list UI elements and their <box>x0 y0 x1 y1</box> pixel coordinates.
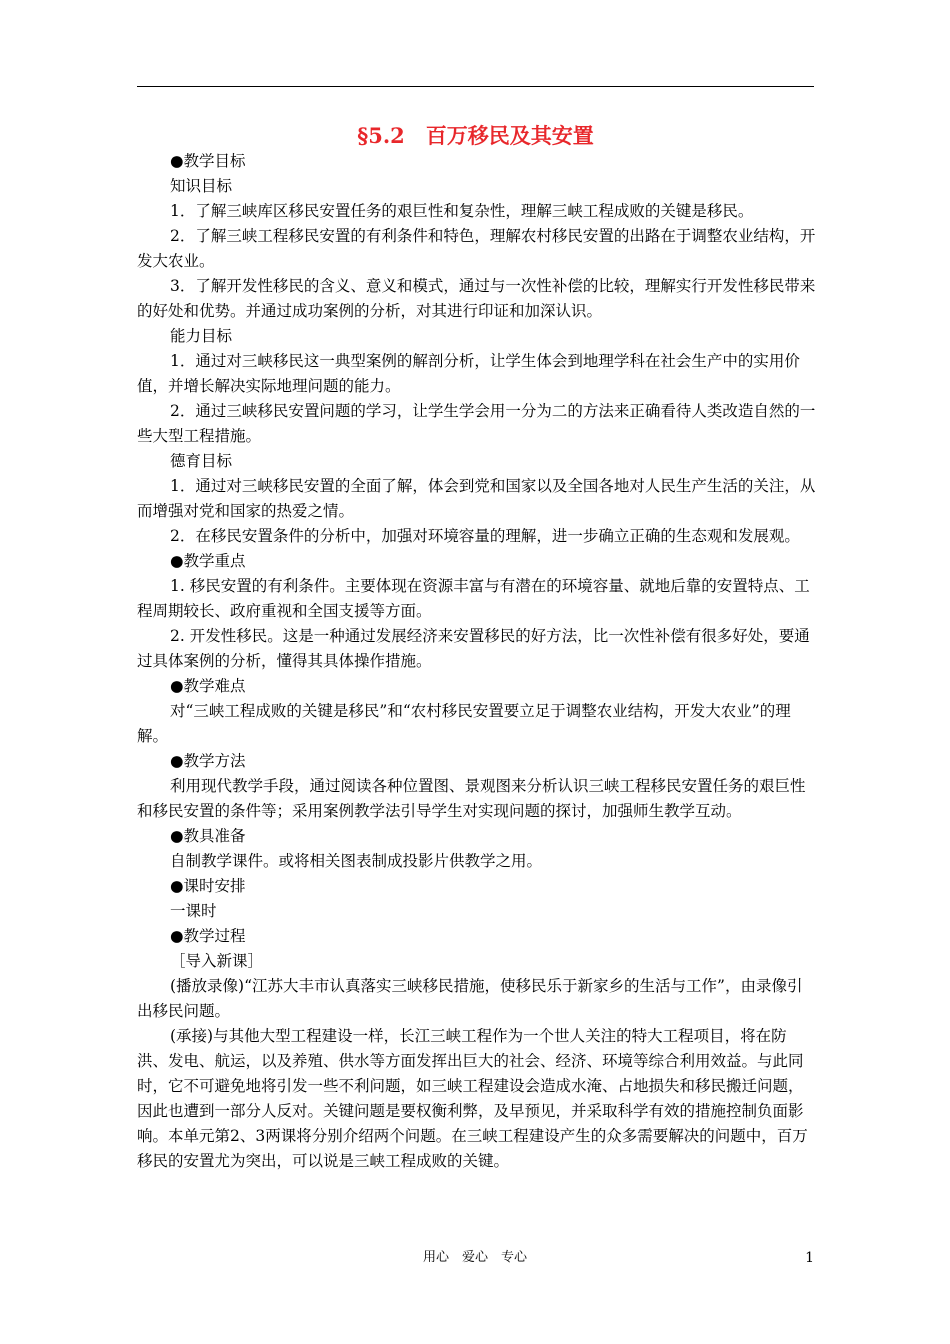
paragraph: 知识目标 <box>170 177 233 195</box>
paragraph: ●教学过程 <box>170 927 246 945</box>
footer-motto: 用心 爱心 专心 <box>422 1250 527 1265</box>
page-title: §5.2 百万移民及其安置 <box>357 123 594 148</box>
paragraph: (承接)与其他大型工程建设一样，长江三峡工程作为一个世人关注的特大工程项目，将在防洪、发电、航运，以及养殖、供水等方面发挥出巨大的社会、经济、环境等综合利用效益。与此同时，它不可避免地将引发一些不利问题，如三峡工程建设会造成水淹、占地损失和移民搬迁问题，因此也遭到一部分人反对。关键问题是要权衡利弊，及早预见，并采取科学有效的措施控制负面影响。本单元第2、3两课将分别介绍两个问题。在三峡工程建设产生的众多需要解决的问题中，百万移民的安置尤为突出，可以说是三峡工程成败的关键。 <box>137 1027 808 1170</box>
paragraph: ●教学目标 <box>170 152 246 170</box>
page-number: 1 <box>805 1250 814 1266</box>
paragraph: 利用现代教学手段，通过阅读各种位置图、景观图来分析认识三峡工程移民安置任务的艰巨性和移民安置的条件等；采用案例教学法引导学生对实现问题的探讨，加强师生教学互动。 <box>137 777 806 820</box>
paragraph: ●教学重点 <box>170 552 246 570</box>
paragraph: ［导入新课］ <box>170 952 264 970</box>
paragraph: 德育目标 <box>170 452 233 470</box>
paragraph: ●教学难点 <box>170 677 246 695</box>
paragraph: 1．了解三峡库区移民安置任务的艰巨性和复杂性，理解三峡工程成败的关键是移民。 <box>170 202 754 220</box>
header-rule <box>137 86 814 87</box>
document-body <box>137 149 817 1174</box>
paragraph: 1．通过对三峡移民这一典型案例的解剖分析，让学生体会到地理学科在社会生产中的实用价值，并增长解决实际地理问题的能力。 <box>137 352 800 395</box>
paragraph: 1．通过对三峡移民安置的全面了解，体会到党和国家以及全国各地对人民生产生活的关注，从而增强对党和国家的热爱之情。 <box>137 477 816 520</box>
paragraph: 2．通过三峡移民安置问题的学习，让学生学会用一分为二的方法来正确看待人类改造自然的一些大型工程措施。 <box>137 402 816 445</box>
paragraph: 自制教学课件。或将相关图表制成投影片供教学之用。 <box>170 852 543 870</box>
paragraph: ●课时安排 <box>170 877 246 895</box>
paragraph: 2. 开发性移民。这是一种通过发展经济来安置移民的好方法，比一次性补偿有很多好处，要通过具体案例的分析，懂得其具体操作措施。 <box>137 627 810 670</box>
paragraph: (播放录像)“江苏大丰市认真落实三峡移民措施，使移民乐于新家乡的生活与工作”，由录像引出移民问题。 <box>137 977 803 1020</box>
paragraph: 1. 移民安置的有利条件。主要体现在资源丰富与有潜在的环境容量、就地后靠的安置特点、工程周期较长、政府重视和全国支援等方面。 <box>137 577 810 620</box>
paragraph: 对“三峡工程成败的关键是移民”和“农村移民安置要立足于调整农业结构，开发大农业”的理解。 <box>137 702 791 745</box>
paragraph: 能力目标 <box>170 327 233 345</box>
paragraph: 2．在移民安置条件的分析中，加强对环境容量的理解，进一步确立正确的生态观和发展观。 <box>170 527 800 545</box>
paragraph: ●教具准备 <box>170 827 246 845</box>
paragraph: ●教学方法 <box>170 752 246 770</box>
paragraph: 一课时 <box>170 902 217 920</box>
paragraph: 2．了解三峡工程移民安置的有利条件和特色，理解农村移民安置的出路在于调整农业结构，开发大农业。 <box>137 227 816 270</box>
paragraph: 3．了解开发性移民的含义、意义和模式，通过与一次性补偿的比较，理解实行开发性移民带来的好处和优势。并通过成功案例的分析，对其进行印证和加深认识。 <box>137 277 816 320</box>
